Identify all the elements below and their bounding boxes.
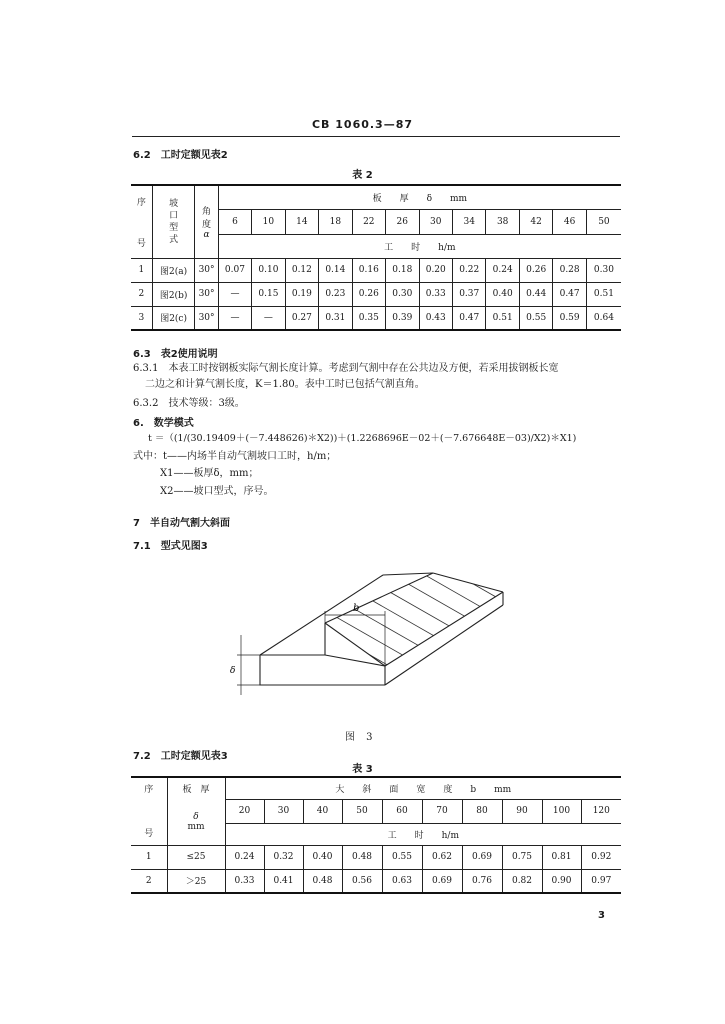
table-2-angle-header-2: 度 [202, 219, 212, 230]
table-3-width-cell: 50 [342, 799, 382, 823]
table-3-seq-cell: 1 [131, 845, 167, 869]
table-3-value-cell: 0.48 [342, 845, 382, 869]
table-2-value-cell: 0.23 [319, 282, 352, 306]
table-2-value-cell: 0.51 [486, 306, 519, 330]
section-7-2-heading: 7.2 工时定额见表3 [133, 751, 228, 762]
table-2-thickness-cell: 38 [486, 209, 519, 234]
section-7-heading: 7 半自动气割大斜面 [133, 518, 230, 529]
table-2-type-cell: 图2(c) [152, 306, 195, 330]
table-2-angle-cell: 30° [195, 258, 218, 282]
table-2-value-cell: 0.20 [419, 258, 452, 282]
table-3-thickness-cell: ＞25 [167, 869, 225, 893]
table-2-thickness-cell: 26 [386, 209, 419, 234]
table-3-width-cell: 30 [264, 799, 303, 823]
document-number: CB 1060.3—87 [311, 118, 414, 131]
table-2-thickness-cell: 42 [519, 209, 552, 234]
table-3-width-cell: 90 [502, 799, 542, 823]
table-2-thickness-cell: 6 [218, 209, 251, 234]
table-2-thickness-header: 板 厚 δ mm [218, 185, 621, 209]
table-3-caption: 表 3 [352, 764, 373, 775]
table-2-angle-cell: 30° [195, 306, 218, 330]
table-3-width-cell: 40 [303, 799, 342, 823]
table-2-value-cell: 0.27 [285, 306, 318, 330]
table-2-value-cell: 0.12 [285, 258, 318, 282]
table-2-value-cell: 0.55 [519, 306, 552, 330]
table-3-value-cell: 0.41 [264, 869, 303, 893]
table-2-angle-header-3: α [203, 229, 210, 240]
table-2-value-cell: 0.30 [586, 258, 621, 282]
table-2-seq-header-bottom: 号 [136, 238, 146, 249]
figure-3-bevel-diagram [225, 565, 525, 705]
table-3-delta-header: δ [193, 811, 199, 822]
table-3-seq-header-bottom: 号 [131, 799, 167, 845]
section-6-2-heading: 6.2 工时定额见表2 [133, 150, 228, 161]
table-2-value-cell: 0.33 [419, 282, 452, 306]
table-2-value-cell: 0.59 [553, 306, 586, 330]
table-2-value-cell: 0.39 [386, 306, 419, 330]
table-2-value-cell: 0.24 [486, 258, 519, 282]
table-2-type-cell: 图2(a) [152, 258, 195, 282]
formula-legend-x1: X1——板厚δ，mm； [160, 468, 259, 479]
table-3-thickness-cell: ≤25 [167, 845, 225, 869]
table-2-seq-cell: 1 [131, 258, 152, 282]
table-2-value-cell: 0.30 [386, 282, 419, 306]
table-3-width-cell: 70 [422, 799, 462, 823]
table-2-value-cell: 0.19 [285, 282, 318, 306]
table-2-thickness-cell: 46 [553, 209, 586, 234]
plate-outline [260, 573, 503, 685]
paragraph-6-3-2: 6.3.2 技术等级：3级。 [133, 398, 245, 409]
table-3-value-cell: 0.75 [502, 845, 542, 869]
table-2-value-cell: 0.07 [218, 258, 251, 282]
table-3-value-cell: 0.76 [462, 869, 502, 893]
table-3 [131, 776, 621, 894]
paragraph-6-3-1-line-1: 6.3.1 本表工时按钢板实际气割长度计算。考虑到气割中存在公共边及方便，若采用拔钢板长宽 [133, 363, 559, 374]
table-3-value-cell: 0.97 [581, 869, 621, 893]
table-2-value-cell: 0.43 [419, 306, 452, 330]
table-2-seq-cell: 3 [131, 306, 152, 330]
table-2-value-cell: 0.31 [319, 306, 352, 330]
table-2-value-cell: — [218, 306, 251, 330]
table-3-time-header: 工 时 h/m [225, 823, 621, 845]
table-2-thickness-cell: 14 [285, 209, 318, 234]
table-3-value-cell: 0.81 [542, 845, 581, 869]
table-2-thickness-cell: 50 [586, 209, 621, 234]
table-2-thickness-cell: 34 [452, 209, 485, 234]
section-math-heading: 6. 数学模式 [133, 418, 194, 429]
section-6-3-heading: 6.3 表2使用说明 [133, 349, 218, 360]
label-b: b [353, 603, 360, 614]
table-2-thickness-cell: 18 [319, 209, 352, 234]
table-2-value-cell: 0.35 [352, 306, 385, 330]
table-3-width-cell: 120 [581, 799, 621, 823]
table-2-value-cell: 0.44 [519, 282, 552, 306]
formula-legend-t: 式中：t——内场半自动气割坡口工时，h/m； [133, 451, 337, 462]
table-2-value-cell: 0.40 [486, 282, 519, 306]
table-2-thickness-cell: 30 [419, 209, 452, 234]
table-2-value-cell: 0.18 [386, 258, 419, 282]
table-2-type-cell: 图2(b) [152, 282, 195, 306]
table-3-value-cell: 0.92 [581, 845, 621, 869]
table-3-value-cell: 0.33 [225, 869, 264, 893]
table-2-value-cell: 0.10 [252, 258, 285, 282]
table-2-value-cell: 0.51 [586, 282, 621, 306]
label-delta: δ [230, 666, 236, 676]
table-3-width-cell: 60 [382, 799, 422, 823]
table-3-width-cell: 80 [462, 799, 502, 823]
table-2-value-cell: 0.26 [519, 258, 552, 282]
table-2-value-cell: 0.47 [452, 306, 485, 330]
table-3-value-cell: 0.24 [225, 845, 264, 869]
dimension-delta [237, 635, 260, 695]
table-3-value-cell: 0.82 [502, 869, 542, 893]
table-2-angle-cell: 30° [195, 282, 218, 306]
formula-legend-x2: X2——坡口型式，序号。 [160, 486, 274, 497]
table-2-value-cell: 0.22 [452, 258, 485, 282]
table-3-seq-cell: 2 [131, 869, 167, 893]
table-3-value-cell: 0.56 [342, 869, 382, 893]
page-number: 3 [598, 910, 605, 921]
table-2-angle-header-1: 角 [202, 206, 212, 217]
table-3-plate-header: 板 厚 [167, 777, 225, 799]
table-2-thickness-cell: 10 [252, 209, 285, 234]
table-3-value-cell: 0.55 [382, 845, 422, 869]
table-3-value-cell: 0.48 [303, 869, 342, 893]
table-2-type-header: 坡口型式 [169, 198, 179, 245]
table-2-value-cell: 0.64 [586, 306, 621, 330]
table-2-value-cell: 0.47 [553, 282, 586, 306]
table-2-value-cell: 0.15 [252, 282, 285, 306]
table-2-value-cell: 0.14 [319, 258, 352, 282]
paragraph-6-3-1-line-2: 二边之和计算气割长度，K＝1.80。表中工时已包括气割直角。 [145, 379, 425, 390]
table-2-value-cell: 0.26 [352, 282, 385, 306]
table-3-seq-header-top: 序 [131, 777, 167, 799]
table-2-value-cell: — [218, 282, 251, 306]
table-3-value-cell: 0.63 [382, 869, 422, 893]
table-3-value-cell: 0.69 [422, 869, 462, 893]
table-3-value-cell: 0.62 [422, 845, 462, 869]
table-2-value-cell: 0.28 [553, 258, 586, 282]
table-3-value-cell: 0.90 [542, 869, 581, 893]
table-2-caption: 表 2 [352, 170, 373, 181]
table-2-thickness-cell: 22 [352, 209, 385, 234]
table-2-value-cell: 0.37 [452, 282, 485, 306]
table-3-value-cell: 0.40 [303, 845, 342, 869]
figure-3-caption: 图 3 [345, 732, 377, 743]
table-2-value-cell: — [252, 306, 285, 330]
table-3-value-cell: 0.69 [462, 845, 502, 869]
section-7-1-heading: 7.1 型式见图3 [133, 541, 208, 552]
table-2-seq-header-top: 序 [136, 197, 146, 208]
table-3-mm-header: mm [187, 821, 205, 832]
table-3-value-cell: 0.32 [264, 845, 303, 869]
math-formula: t ＝（(1/(30.19409＋(－7.448626)＊X2))＋(1.2268696E－02＋(－7.676648E－03)/X2)＊X1) [148, 433, 577, 444]
table-3-width-cell: 20 [225, 799, 264, 823]
table-3-width-cell: 100 [542, 799, 581, 823]
table-2 [131, 184, 621, 331]
table-3-width-header: 大 斜 面 宽 度 b mm [225, 777, 621, 799]
header-rule [132, 136, 620, 137]
table-2-seq-cell: 2 [131, 282, 152, 306]
table-2-value-cell: 0.16 [352, 258, 385, 282]
table-2-time-header: 工 时 h/m [218, 234, 621, 258]
